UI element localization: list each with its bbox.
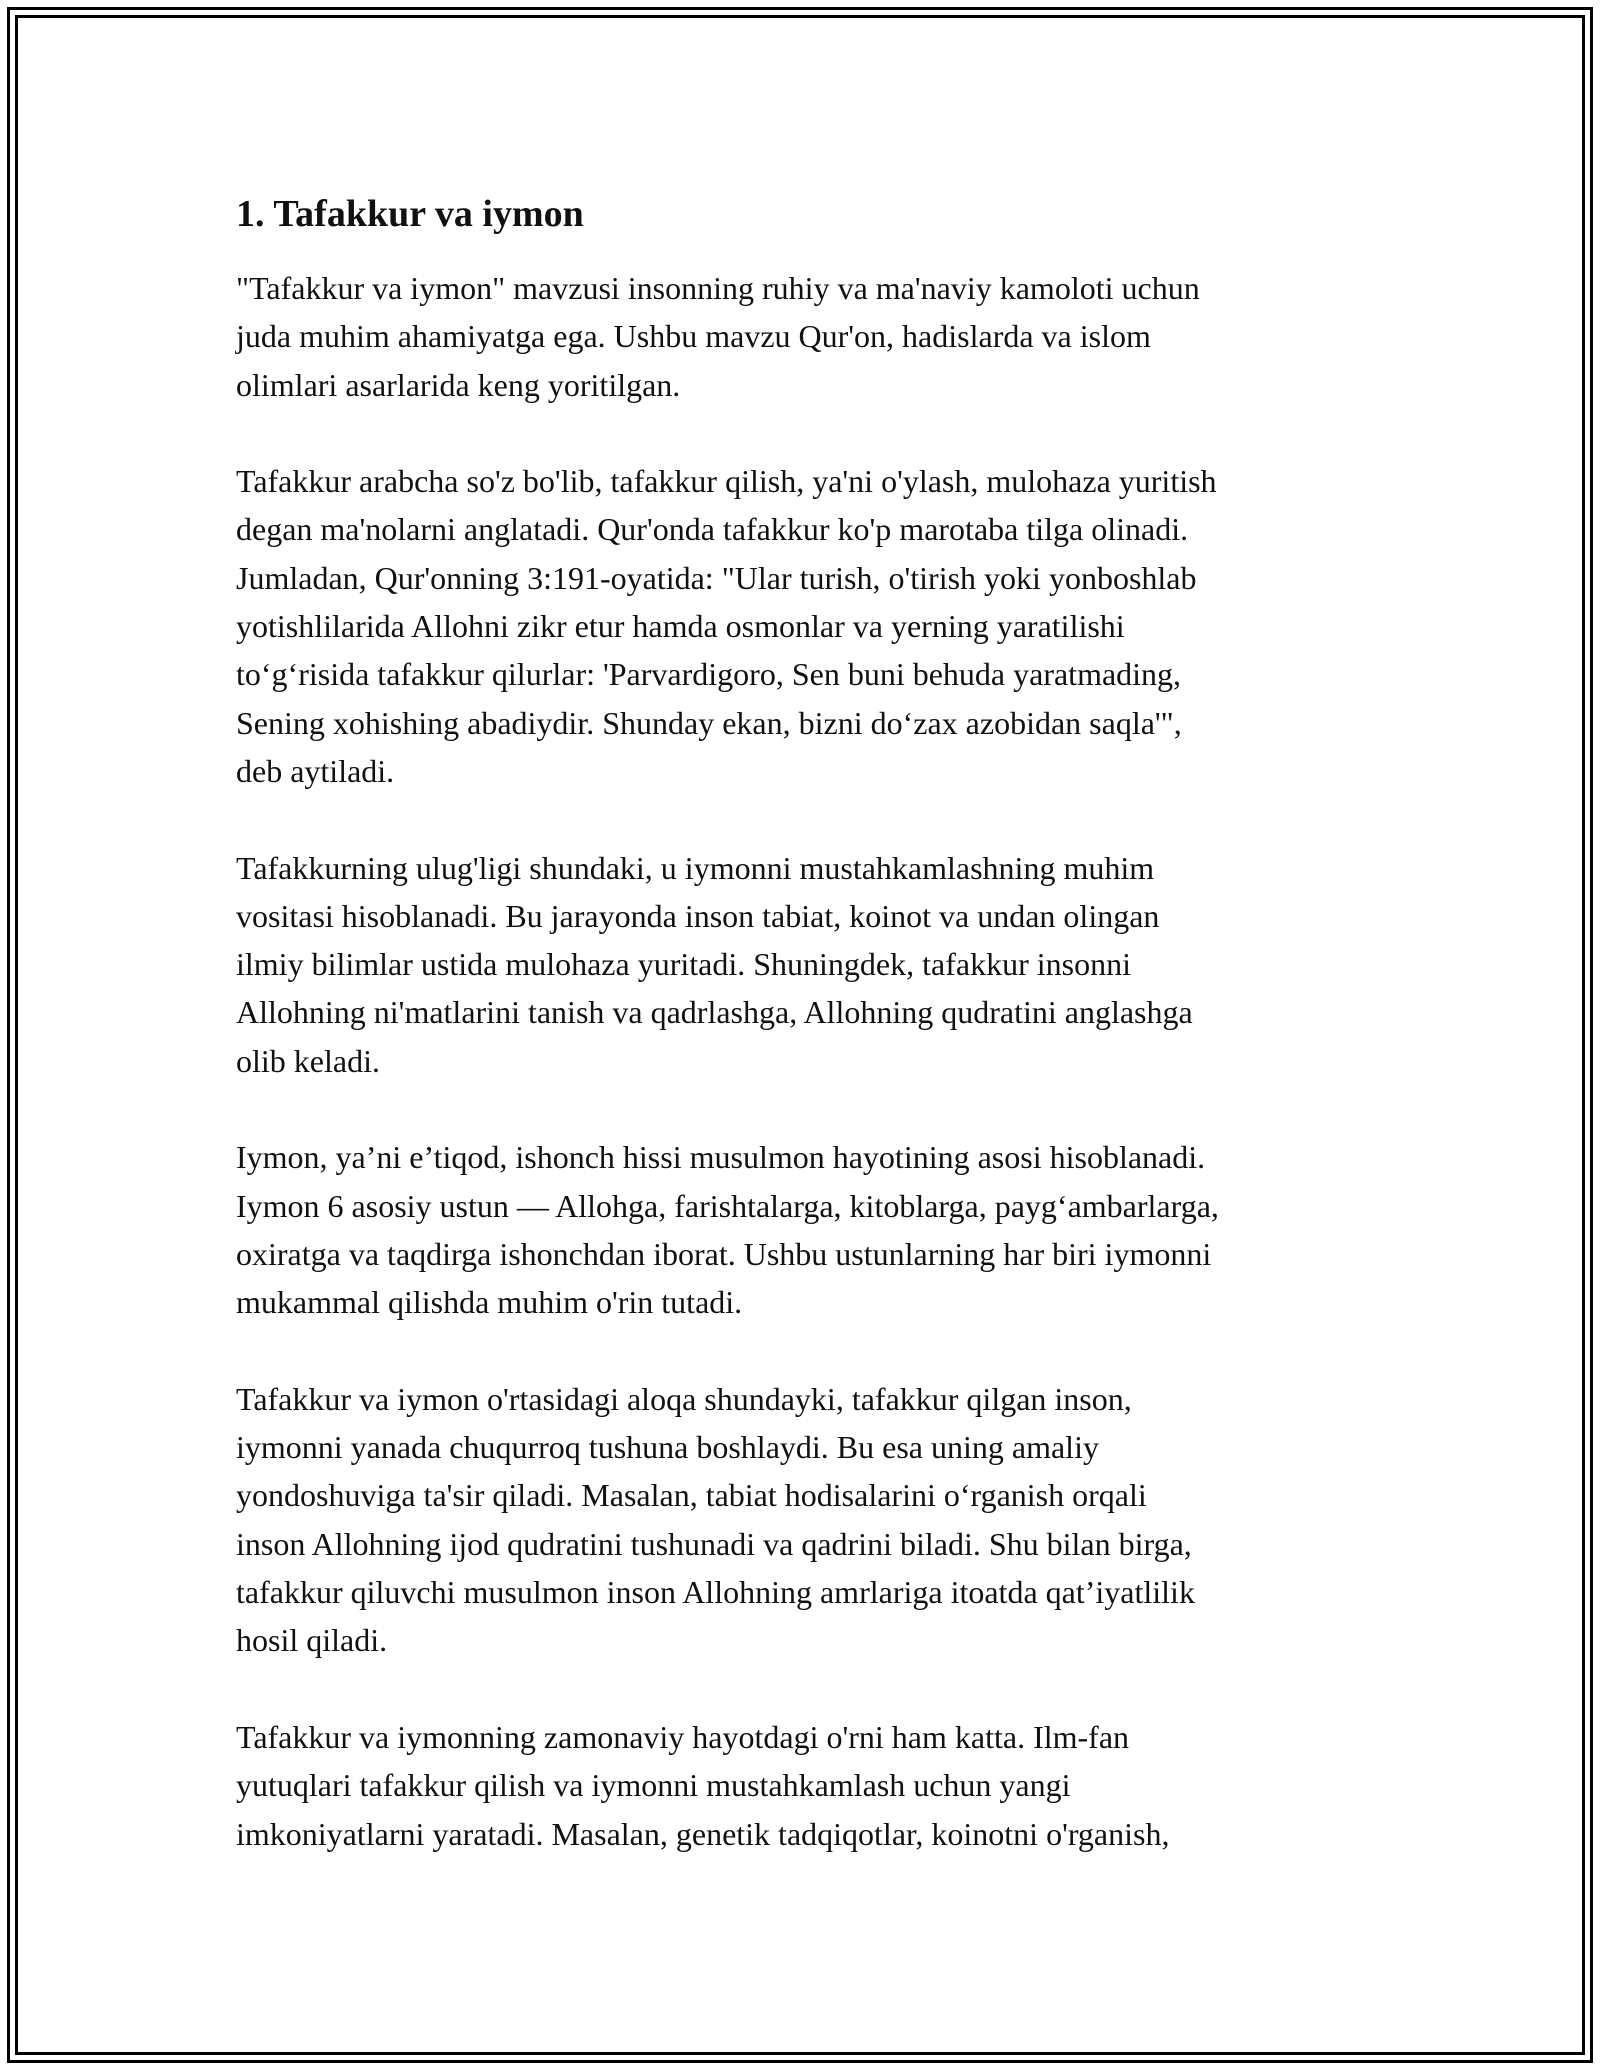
text-line: ilmiy bilimlar ustida mulohaza yuritadi. Shuningdek, tafakkur insonni: [236, 946, 1131, 983]
text-line: olib keladi.: [236, 1042, 380, 1079]
text-line: Tafakkur arabcha so'z bo'lib, tafakkur qilish, ya'ni o'ylash, mulohaza yuritish: [236, 463, 1217, 500]
text-line: inson Allohning ijod qudratini tushunadi va qadrini biladi. Shu bilan birga,: [236, 1525, 1192, 1562]
text-line: iymonni yanada chuqurroq tushuna boshlaydi. Bu esa uning amaliy: [236, 1429, 1099, 1466]
text-line: Jumladan, Qur'onning 3:191-oyatida: "Ular turish, o'tirish yoki yonboshlab: [236, 559, 1197, 596]
text-line: Tafakkur va iymon o'rtasidagi aloqa shundayki, tafakkur qilgan inson,: [236, 1380, 1132, 1417]
text-line: deb aytiladi.: [236, 752, 395, 789]
text-line: olimlari asarlarida keng yoritilgan.: [236, 366, 681, 403]
text-line: vositasi hisoblanadi. Bu jarayonda inson tabiat, koinot va undan olingan: [236, 897, 1160, 934]
paragraph-relation: [236, 1375, 1376, 1665]
text-line: to‘g‘risida tafakkur qilurlar: 'Parvardigoro, Sen buni behuda yaratmading,: [236, 656, 1182, 693]
paragraph-intro: [236, 264, 1376, 409]
text-line: imkoniyatlarni yaratadi. Masalan, genetik tadqiqotlar, koinotni o'rganish,: [236, 1815, 1170, 1852]
text-line: Tafakkur va iymonning zamonaviy hayotdagi o'rni ham katta. Ilm-fan: [236, 1718, 1130, 1755]
paragraph-iymon: [236, 1133, 1376, 1326]
text-line: degan ma'nolarni anglatadi. Qur'onda tafakkur ko'p marotaba tilga olinadi.: [236, 511, 1189, 548]
text-line: hosil qiladi.: [236, 1622, 388, 1659]
text-line: Iymon 6 asosiy ustun — Allohga, farishtalarga, kitoblarga, payg‘ambarlarga,: [236, 1187, 1219, 1224]
paragraph-definition: [236, 457, 1376, 795]
text-line: yotishlilarida Allohni zikr etur hamda osmonlar va yerning yaratilishi: [236, 608, 1125, 645]
text-line: mukammal qilishda muhim o'rin tutadi.: [236, 1284, 743, 1321]
text-line: yondoshuviga ta'sir qiladi. Masalan, tabiat hodisalarini o‘rganish orqali: [236, 1477, 1147, 1514]
text-line: Tafakkurning ulug'ligi shundaki, u iymonni mustahkamlashning muhim: [236, 849, 1155, 886]
text-line: yutuqlari tafakkur qilish va iymonni mustahkamlash uchun yangi: [236, 1767, 1071, 1804]
document-body: [236, 190, 1376, 1906]
text-line: Allohning ni'matlarini tanish va qadrlashga, Allohning qudratini anglashga: [236, 994, 1193, 1031]
paragraph-modern: [236, 1713, 1376, 1858]
section-heading: 1. Tafakkur va iymon: [236, 193, 584, 235]
paragraph-greatness: [236, 844, 1376, 1085]
text-line: Iymon, ya’ni e’tiqod, ishonch hissi musulmon hayotining asosi hisoblanadi.: [236, 1139, 1206, 1176]
text-line: oxiratga va taqdirga ishonchdan iborat. Ushbu ustunlarning har biri iymonni: [236, 1235, 1212, 1272]
text-line: tafakkur qiluvchi musulmon inson Allohning amrlariga itoatda qat’iyatlilik: [236, 1574, 1195, 1611]
text-line: juda muhim ahamiyatga ega. Ushbu mavzu Qur'on, hadislarda va islom: [236, 318, 1151, 355]
text-line: Sening xohishing abadiydir. Shunday ekan, bizni do‘zax azobidan saqla'",: [236, 704, 1182, 741]
text-line: "Tafakkur va iymon" mavzusi insonning ruhiy va ma'naviy kamoloti uchun: [236, 270, 1200, 306]
